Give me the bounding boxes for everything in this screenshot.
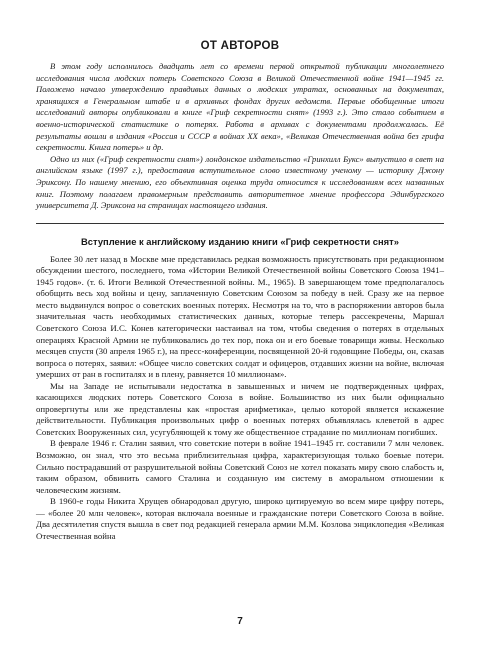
document-page xyxy=(36,40,444,542)
section-title: ОТ АВТОРОВ xyxy=(200,40,280,52)
intro-paragraph: В этом году исполнилось двадцать лет со времени первой открытой публикации многолетнего исследования числа людских потерь Советского Союза в Великой Отечественной войне 1941—1945 гг. Положено начало утверждению правдивых данных о людских утратах, основанных на документах, хранящихся в Генеральном штабе и в архивных фондах других ведомств. Первые обобщенные итоги исследований авторы опубликовали в книге «Гриф секретности снят» (1993 г.). Это стало событием в военно-исторической статистике о потерях. Работа в архивах с документами продолжалась. Её результаты вошли в издания «Россия и СССР в войнах XX века», «Великая Отечественная война без грифа секретности. Книга потерь» и др. xyxy=(36,61,444,153)
authors-intro xyxy=(36,61,444,212)
section-divider xyxy=(36,223,444,224)
page-number: 7 xyxy=(237,616,243,627)
body-paragraph: В феврале 1946 г. Сталин заявил, что советские потери в войне 1941–1945 гг. составили 7 млн человек. Возможно, он знал, что это весьма приблизительная цифра, характеризующая только боевые потери. Сильно пострадавший от разрушительной войны Советский Союз не хотел показать миру свою слабость и, таким образом, обвинить самого Сталина и созданную им систему в аморальном отношении к человеческим жизням. xyxy=(36,438,444,495)
body-paragraph: Мы на Западе не испытывали недостатка в завышенных и ничем не подтвержденных цифрах, касающихся людских потерь Советского Союза в войне. Большинство из них были официально опровергнуты или же представлены как «простая арифметика», целью которой является искажение действительности. Публикация произвольных цифр о военных потерях объявлялась клеветой в адрес Советских Вооруженных сил, усугубляющей к тому же общественное страдание по миллионам погибших. xyxy=(36,380,444,437)
intro-paragraph: Одно из них («Гриф секретности снят») лондонское издательство «Гринхилл Букс» выпустило в свет на английском языке (1997 г.), предоставив вступительное слово известному ученому — историку Джону Эриксону. По нашему мнению, его объективная оценка труда относится к исследованиям всех названных книг. Поэтому полагаем правомерным представить авторитетное мнение профессора Эдинбургского университета Д. Эриксона на страницах настоящего издания. xyxy=(36,153,444,211)
body-paragraph: В 1960-е годы Никита Хрущев обнародовал другую, широко цитируемую во всем мире цифру потерь, — «более 20 млн человек», которая включала военные и гражданские потери Советского Союза в войне. Два десятилетия спустя вышла в свет под редакцией генерала армии М.М. Козлова энциклопедия «Великая Отечественная война xyxy=(36,496,444,541)
subsection-title: Вступление к английскому изданию книги «Гриф секретности снят» xyxy=(81,235,399,247)
introduction-text xyxy=(36,254,444,543)
body-paragraph: Более 30 лет назад в Москве мне представилась редкая возможность присутствовать при редакционном обсуждении шестого, последнего, тома «Истории Великой Отечественной войны Советского Союза 1941–1945 годов». (т. 6. Итоги Великой Отечественной войны. М., 1965). В завершающем томе предполагалось обобщить весь ход войны и цену, заплаченную Советским Союзом за победу в ней. Сразу же на первое место выдвинулся вопрос о советских военных потерях. Несмотря на то, что в распоряжении авторов была значительная часть необходимых статистических данных, которые теперь рассекречены, Маршал Советского Союза И.С. Конев категорически настаивал на том, чтобы сведения о потерях в отдельных операциях Красной Армии не публиковались до тех пор, пока он и его боевые товарищи живы. Несколько месяцев спустя (30 апреля 1965 г.), на пресс-конференции, посвященной 20-й годовщине Победы, он, сказав вопроса о потерях, заявил: «Общее число советских солдат и офицеров, отдавших жизни на войне, включая умерших от ран в госпиталях и в плену, равняется 10 миллионам». xyxy=(36,253,444,380)
